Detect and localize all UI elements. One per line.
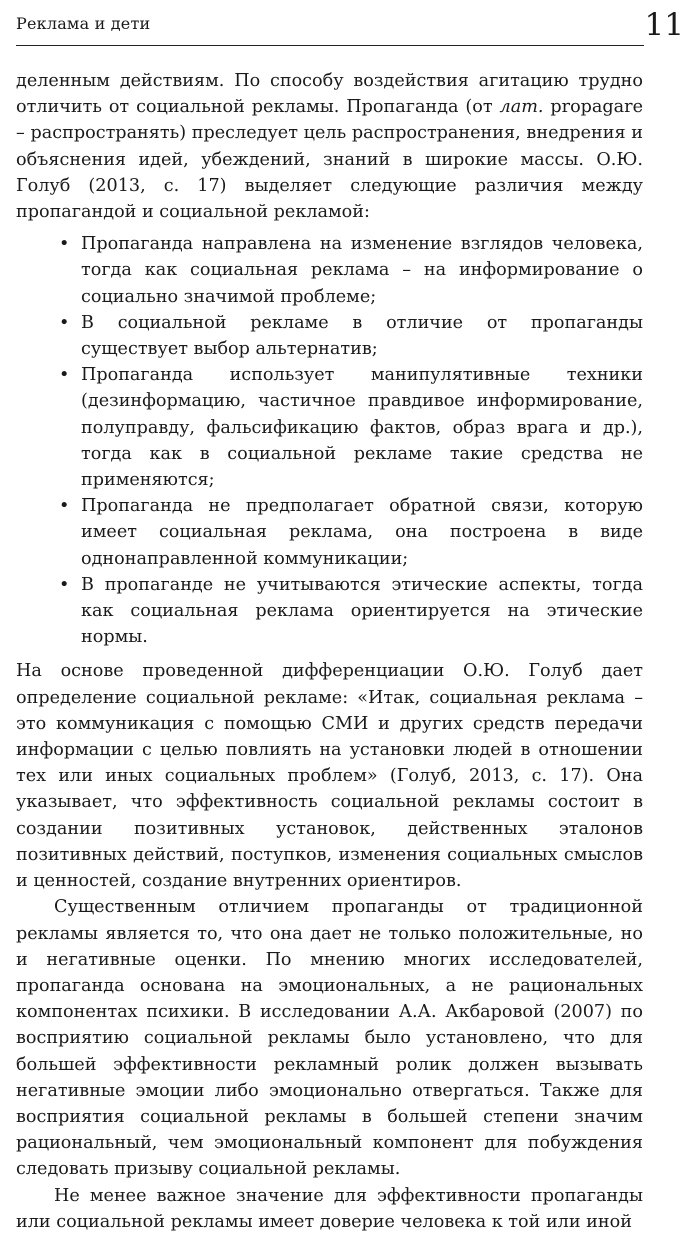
page-header <box>16 8 684 50</box>
list-item-text: В социальной рекламе в отличие от пропаганды существует выбор альтернатив; <box>81 312 643 360</box>
bullet-icon: • <box>59 574 70 595</box>
page-number: 11 <box>644 7 684 43</box>
paragraph-continuation <box>16 68 643 225</box>
list-item <box>16 231 643 310</box>
paragraph-trust: Не менее важное значение для эффективности пропаганды или социальной рекламы имеет доверие человека к той или иной <box>16 1185 643 1232</box>
bullet-icon: • <box>59 365 70 386</box>
list-item-text: В пропаганде не учитываются этические аспекты, тогда как социальная реклама ориентируется на этические нормы. <box>81 574 643 648</box>
paragraph-text: propagare – распространять) преследует цель распространения, внедрения и объяснения идей, убеждений, знаний в широкие массы. О.Ю. Голуб (2013, с. 17) выделяет следующие различия между пропагандой и социальной рекламой: <box>16 97 643 223</box>
list-item <box>16 493 643 572</box>
bullet-icon: • <box>59 496 70 517</box>
bullet-icon: • <box>59 312 70 333</box>
differences-list <box>16 231 643 650</box>
running-title: Реклама и дети <box>16 14 151 33</box>
list-item-text: Пропаганда направлена на изменение взглядов человека, тогда как социальная реклама – на информирование о социально значимой проблеме; <box>81 234 643 307</box>
latin-abbreviation: лат. <box>499 97 544 118</box>
header-rule <box>16 45 644 46</box>
list-item-text: Пропаганда использует манипулятивные техники (дезинформацию, частичное правдивое информирование, полуправду, фальсификацию фактов, образ врага и др.), тогда как в социальной рекламе такие средства не применяются; <box>81 365 643 491</box>
list-item-text: Пропаганда не предполагает обратной связи, которую имеет социальная реклама, она построена в виде однонаправленной коммуникации; <box>81 496 643 569</box>
list-item <box>16 572 643 651</box>
paragraph-definition: На основе проведенной дифференциации О.Ю. Голуб дает определение социальной рекламе: «Итак, социальная реклама – это коммуникация с помощью СМИ и других средств передачи информации с целью повлиять на установки людей в отношении тех или иных социальных проблем» (Голуб, 2013, с. 17). Она указывает, что эффективность социальной рекламы состоит в создании позитивных установок, действенных эталонов позитивных действий, поступков, изменения социальных смыслов и ценностей, создание внутренних ориентиров. <box>16 661 643 892</box>
paragraph-text: деленным действиям. По способу воздействия агитацию трудно отличить от социальной рекламы. Пропаганда (от <box>16 71 643 118</box>
list-item <box>16 310 643 362</box>
page-body <box>16 68 643 1235</box>
bullet-icon: • <box>59 234 70 255</box>
paragraph-differences: Существенным отличием пропаганды от традиционной рекламы является то, что она дает не только положительные, но и негативные оценки. По мнению многих исследователей, пропаганда основана на эмоциональных, а не рациональных компонентах психики. В исследовании А.А. Акбаровой (2007) по восприятию социальной рекламы было установлено, что для большей эффективности рекламный ролик должен вызывать негативные эмоции либо эмоционально отвергаться. Также для восприятия социальной рекламы в большей степени значим рациональный, чем эмоциональный компонент для побуждения следовать призыву социальной рекламы. <box>16 897 643 1180</box>
list-item <box>16 362 643 493</box>
